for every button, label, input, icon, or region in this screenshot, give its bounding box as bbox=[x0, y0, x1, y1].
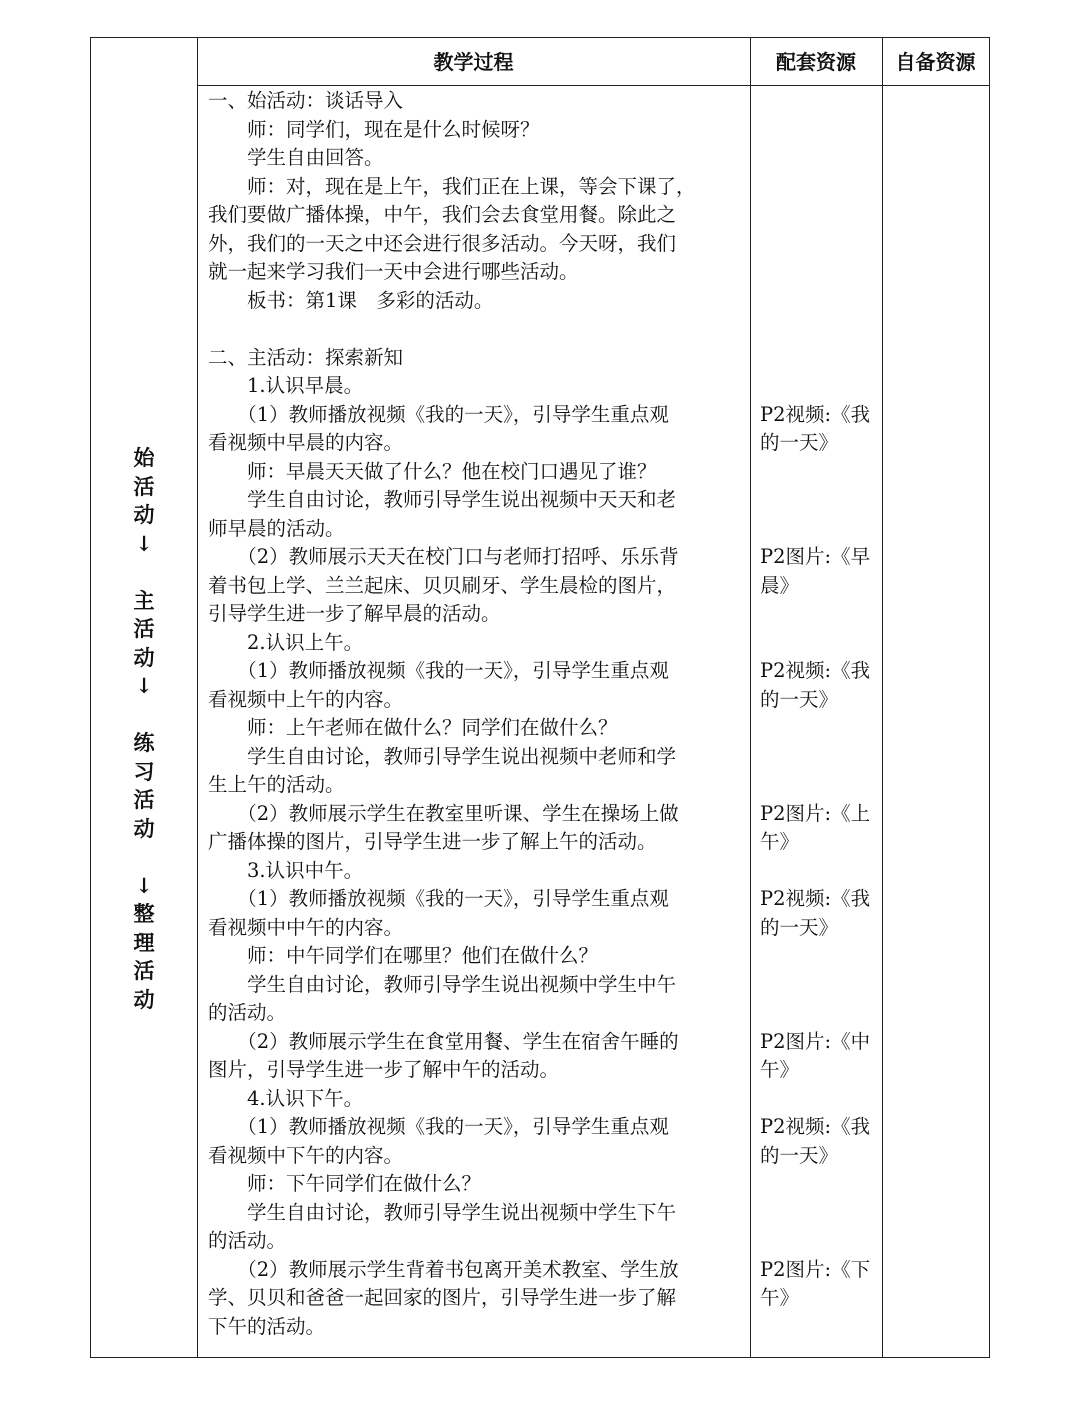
process-line: 师早晨的活动。 bbox=[208, 516, 345, 540]
process-line: 学生自由讨论，教师引导学生说出视频中学生下午 bbox=[208, 1200, 677, 1224]
process-line: 2.认识上午。 bbox=[208, 630, 364, 654]
resource-line: P2图片:《早 bbox=[760, 545, 871, 568]
process-line: 我们要做广播体操，中午，我们会去食堂用餐。除此之 bbox=[208, 203, 677, 226]
resource-entry bbox=[760, 657, 878, 714]
phase-char bbox=[91, 558, 197, 587]
process-line: 3.认识中午。 bbox=[208, 858, 364, 882]
phase-char: 活 bbox=[133, 616, 155, 641]
process-line: 着书包上学、兰兰起床、贝贝刷牙、学生晨检的图片， bbox=[208, 573, 677, 597]
process-line: 看视频中下午的内容。 bbox=[208, 1143, 404, 1167]
process-line bbox=[208, 315, 638, 344]
header-process: 教学过程 bbox=[433, 50, 514, 74]
resource-entry bbox=[760, 1113, 878, 1170]
resource-line: P2视频:《我 bbox=[760, 402, 871, 426]
process-line: 引导学生进一步了解早晨的活动。 bbox=[208, 602, 501, 625]
process-line: 一、始活动：谈话导入 bbox=[208, 89, 404, 112]
process-line: 生上午的活动。 bbox=[208, 773, 345, 796]
process-line: 图片，引导学生进一步了解中午的活动。 bbox=[208, 1058, 560, 1081]
phase-char: 动 bbox=[133, 986, 155, 1012]
process-line: （2）教师展示学生在教室里听课、学生在操场上做 bbox=[208, 801, 679, 825]
process-line: 4.认识下午。 bbox=[208, 1086, 364, 1110]
resource-line: P2图片:《下 bbox=[760, 1257, 871, 1281]
resource-entry bbox=[760, 543, 878, 600]
resource-entry bbox=[760, 401, 878, 458]
column-divider bbox=[750, 38, 751, 1357]
process-line: （1）教师播放视频《我的一天》，引导学生重点观 bbox=[208, 402, 669, 426]
process-line: 看视频中中午的内容。 bbox=[208, 915, 404, 939]
process-line: 学生自由讨论，教师引导学生说出视频中学生中午 bbox=[208, 972, 677, 996]
resource-line: 的一天》 bbox=[760, 431, 839, 454]
phase-char: 活 bbox=[133, 958, 155, 983]
phase-char: 动 bbox=[133, 815, 155, 841]
resource-line: P2图片:《上 bbox=[760, 801, 871, 825]
process-line: 外，我们的一天之中还会进行很多活动。今天呀，我们 bbox=[208, 231, 677, 255]
phase-char: ↓ bbox=[135, 872, 153, 898]
process-line: 师：下午同学们在做什么？ bbox=[208, 1172, 482, 1195]
phase-char: 动 bbox=[133, 644, 155, 670]
process-line: 广播体操的图片，引导学生进一步了解上午的活动。 bbox=[208, 830, 657, 853]
phase-char: ↓ bbox=[135, 530, 153, 556]
resource-line: 午》 bbox=[760, 1286, 800, 1309]
phase-char: ↓ bbox=[135, 673, 153, 698]
process-line: 学生自由讨论，教师引导学生说出视频中天天和老 bbox=[208, 488, 677, 511]
process-line: 就一起来学习我们一天中会进行哪些活动。 bbox=[208, 260, 579, 283]
process-line: 看视频中早晨的内容。 bbox=[208, 431, 404, 454]
resource-line: 的一天》 bbox=[760, 1143, 839, 1167]
resource-line: P2视频:《我 bbox=[760, 659, 871, 682]
phase-char: 练 bbox=[133, 730, 155, 755]
process-line: 师：中午同学们在哪里？他们在做什么？ bbox=[208, 944, 599, 967]
phase-char: 始 bbox=[133, 445, 155, 470]
phase-char: 活 bbox=[133, 787, 155, 812]
process-line: 1.认识早晨。 bbox=[208, 374, 364, 397]
process-line: 师：早晨天天做了什么？他在校门口遇见了谁？ bbox=[208, 459, 657, 483]
process-line: 看视频中上午的内容。 bbox=[208, 687, 404, 711]
process-line: 师：对，现在是上午，我们正在上课，等会下课了， bbox=[208, 174, 696, 198]
process-line: （1）教师播放视频《我的一天》，引导学生重点观 bbox=[208, 1115, 669, 1138]
process-line: 下午的活动。 bbox=[208, 1314, 326, 1338]
resource-line: 晨》 bbox=[760, 573, 800, 597]
resource-entry bbox=[760, 800, 878, 857]
resource-line: P2视频:《我 bbox=[760, 1115, 871, 1138]
resource-line: P2图片:《中 bbox=[760, 1029, 871, 1053]
process-line: 的活动。 bbox=[208, 1001, 287, 1024]
resource-line: 的一天》 bbox=[760, 687, 839, 711]
resource-entry bbox=[760, 1256, 878, 1313]
process-line: （2）教师展示天天在校门口与老师打招呼、乐乐背 bbox=[208, 545, 679, 568]
resource-line: 的一天》 bbox=[760, 915, 839, 939]
resource-line: 午》 bbox=[760, 1058, 800, 1081]
process-line: 二、主活动：探索新知 bbox=[208, 345, 404, 369]
phase-char bbox=[91, 701, 197, 730]
phase-char: 主 bbox=[133, 587, 155, 613]
phase-char: 动 bbox=[133, 502, 155, 527]
phase-char: 活 bbox=[133, 473, 155, 499]
process-line: （2）教师展示学生背着书包离开美术教室、学生放 bbox=[208, 1257, 679, 1281]
phase-char bbox=[91, 843, 197, 872]
column-divider bbox=[882, 38, 883, 1357]
resource-entry bbox=[760, 1028, 878, 1085]
process-line: 师：上午老师在做什么？同学们在做什么？ bbox=[208, 716, 618, 739]
process-line: 师：同学们，现在是什么时候呀？ bbox=[208, 117, 540, 141]
phase-char: 整 bbox=[133, 901, 155, 926]
resource-line: P2视频:《我 bbox=[760, 887, 871, 910]
process-line: 板书：第1课 多彩的活动。 bbox=[208, 288, 494, 312]
resource-entry bbox=[760, 885, 878, 942]
phase-char: 习 bbox=[133, 758, 155, 784]
process-line: （2）教师展示学生在食堂用餐、学生在宿舍午睡的 bbox=[208, 1029, 679, 1053]
lesson-table bbox=[90, 37, 990, 1358]
process-line: 学生自由讨论，教师引导学生说出视频中老师和学 bbox=[208, 744, 677, 768]
process-line: 的活动。 bbox=[208, 1229, 287, 1252]
process-line: 学生自由回答。 bbox=[208, 146, 384, 169]
process-line: （1）教师播放视频《我的一天》，引导学生重点观 bbox=[208, 659, 669, 682]
process-line: 学、贝贝和爸爸一起回家的图片，引导学生进一步了解 bbox=[208, 1286, 677, 1309]
header-self-resources: 自备资源 bbox=[895, 50, 976, 74]
header-supporting-resources: 配套资源 bbox=[776, 50, 856, 74]
process-line: （1）教师播放视频《我的一天》，引导学生重点观 bbox=[208, 887, 669, 910]
phase-char: 理 bbox=[133, 929, 155, 955]
teaching-process-text bbox=[208, 87, 696, 1341]
phase-column bbox=[91, 444, 197, 1014]
resource-line: 午》 bbox=[760, 830, 800, 853]
column-divider bbox=[197, 38, 198, 1357]
